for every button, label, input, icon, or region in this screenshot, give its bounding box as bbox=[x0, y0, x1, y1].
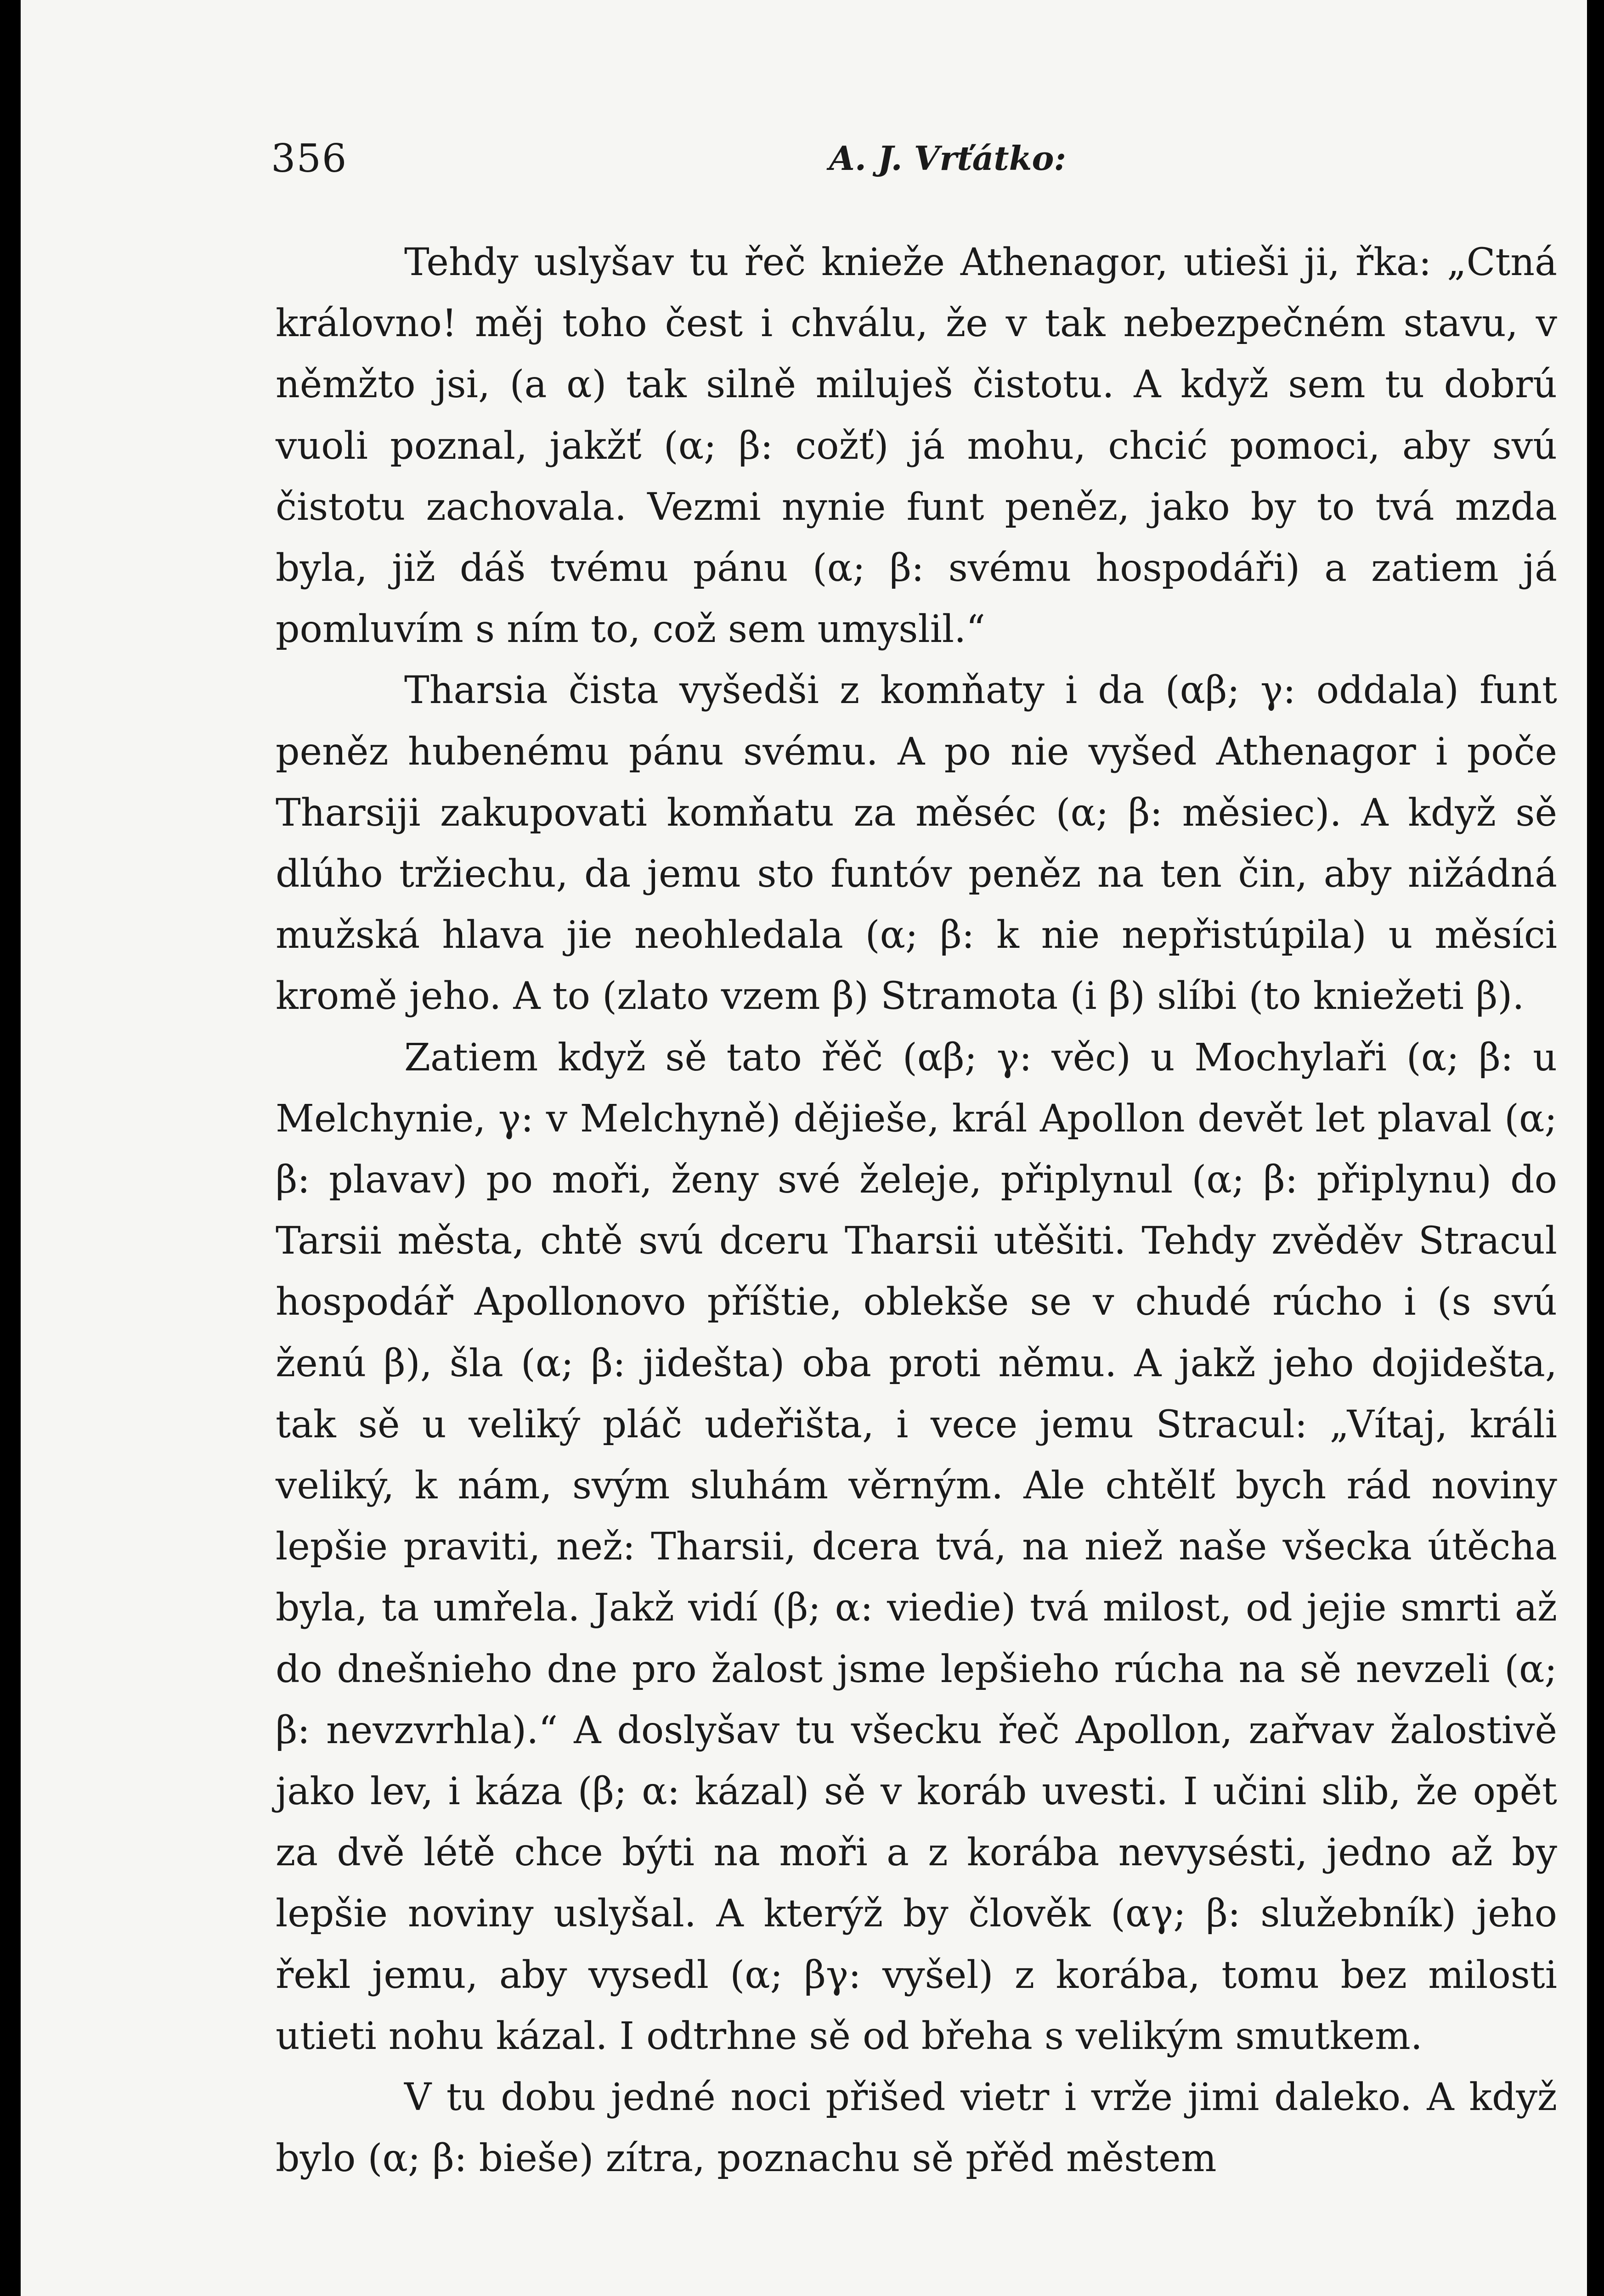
paragraph: Tehdy uslyšav tu řeč knieže Athenagor, utieši ji, řka: „Ctná královno! měj toho čest i chválu, že v tak nebezpečném stavu, v němžto jsi, (a α) tak silně miluješ čistotu. A když sem tu dobrú vuoli poznal, jakžť (α; β: cožť) já mohu, chcić pomoci, aby svú čistotu zachovala. Vezmi nynie funt peněz, jako by to tvá mzda byla, již dáš tvému pánu (α; β: svému hospodáři) a zatiem já pomluvím s ním to, což sem umyslil.“ bbox=[276, 241, 1557, 652]
page-number: 356 bbox=[271, 136, 348, 181]
running-head: A. J. Vrťátko: bbox=[829, 139, 1067, 178]
paragraph: V tu dobu jedné noci přišed vietr i vrže jimi daleko. A když bylo (α; β: bieše) zítra, poznachu sě přěd městem bbox=[276, 2076, 1557, 2181]
book-page bbox=[21, 0, 1587, 2296]
paragraph: Zatiem když sě tato řěč (αβ; γ: věc) u Mochylaři (α; β: u Melchynie, γ: v Melchyně) dějieše, král Apollon devět let plaval (α; β: plavav) po moři, ženy své želeje, připlynul (α; β: připlynu) do Tarsii města, chtě svú dceru Tharsii utěšiti. Tehdy zvěděv Stracul hospodář Apollonovo příštie, oblekše se v chudé rúcho i (s svú ženú β), šla (α; β: jidešta) oba proti němu. A jakž jeho dojidešta, tak sě u veliký pláč udeřišta, i vece jemu Stracul: „Vítaj, králi veliký, k nám, svým sluhám věrným. Ale chtělť bych rád noviny lepšie praviti, než: Tharsii, dcera tvá, na niež naše všecka útěcha byla, ta umřela. Jakž vidí (β; α: viedie) tvá milost, od jejie smrti až do dnešnieho dne pro žalost jsme lepšieho rúcha na sě nevzeli (α; β: nevzvrhla).“ A doslyšav tu všecku řeč Apollon, zařvav žalostivě jako lev, i káza (β; α: kázal) sě v koráb uvesti. I učini slib, že opět za dvě létě chce býti na moři a z korába nevysésti, jedno až by lepšie noviny uslyšal. A kterýž by člověk (αγ; β: služebník) jeho řekl jemu, aby vysedl (α; βγ: vyšel) z korába, tomu bez milosti utieti nohu kázal. I odtrhne sě od břeha s velikým smutkem. bbox=[276, 1035, 1557, 2058]
paragraph: Tharsia čista vyšedši z komňaty i da (αβ; γ: oddala) funt peněz hubenému pánu svému. A po nie vyšed Athenagor i poče Tharsiji zakupovati komňatu za měséc (α; β: měsiec). A když sě dlúho tržiechu, da jemu sto funtóv peněz na ten čin, aby nižádná mužská hlava jie neohledala (α; β: k nie nepřistúpila) u měsíci kromě jeho. A to (zlato vzem β) Stramota (i β) slíbi (to kniežeti β). bbox=[276, 669, 1557, 1019]
page-header bbox=[271, 136, 1557, 196]
body-text bbox=[276, 232, 1557, 2189]
